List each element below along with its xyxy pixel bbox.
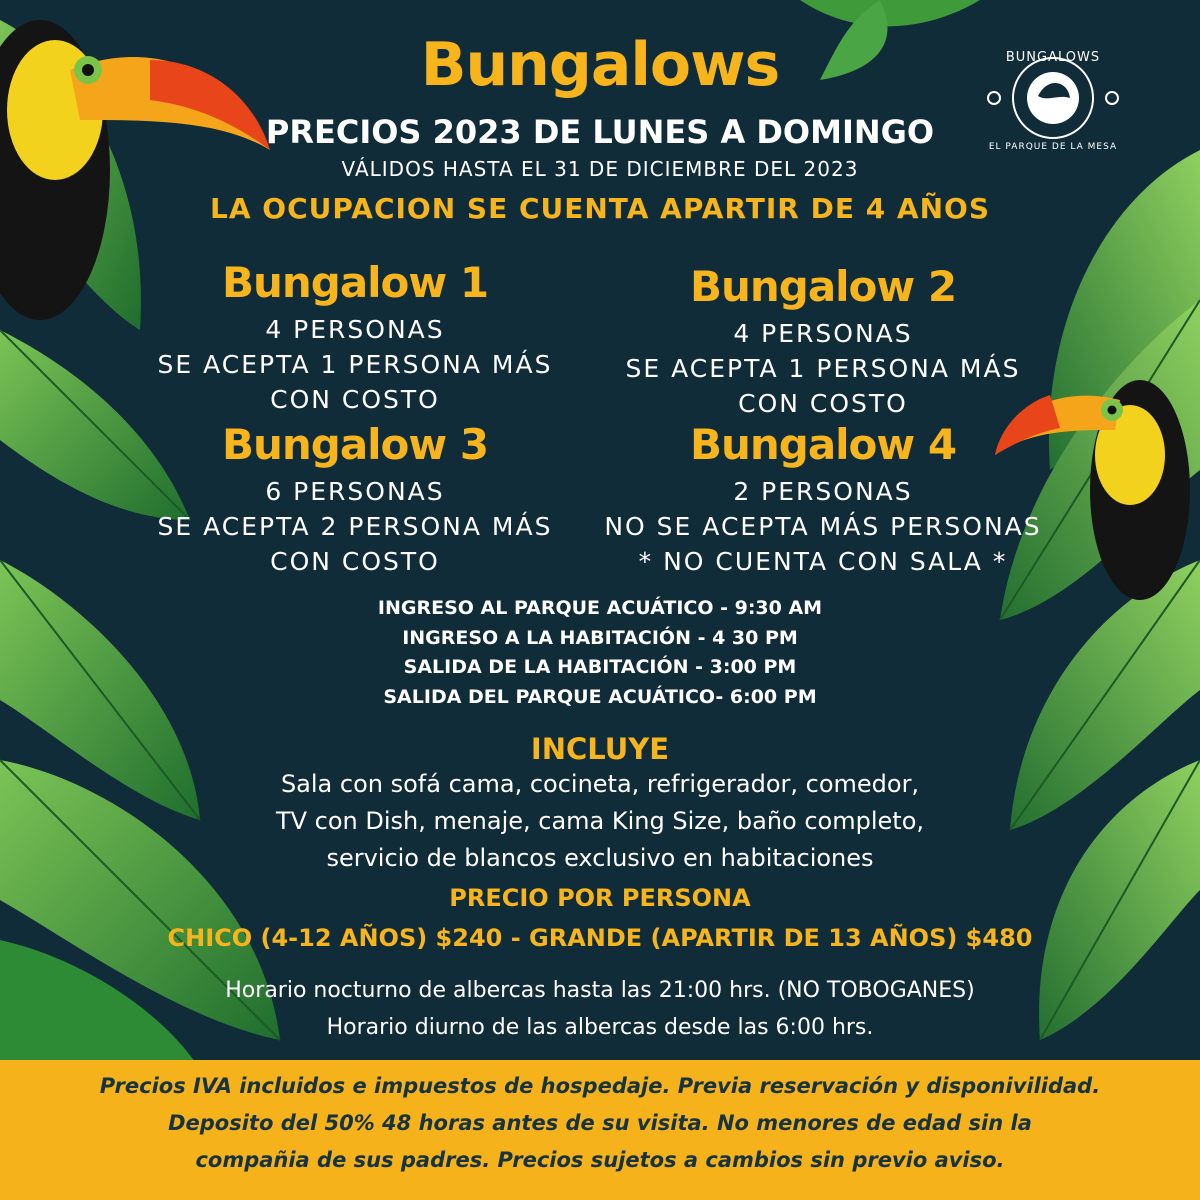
pool-hours (0, 972, 1200, 1046)
bungalow-detail: SE ACEPTA 1 PERSONA MÁS (157, 350, 553, 379)
schedule-item: SALIDA DEL PARQUE ACUÁTICO- 6:00 PM (383, 685, 817, 708)
logo-text-top: BUNGALOWS (1005, 50, 1101, 65)
logo-text-bottom: EL PARQUE DE LA MESA (988, 142, 1118, 152)
footer-line: Precios IVA incluidos e impuestos de hospedaje. Previa reservación y disponivilidad. (99, 1074, 1101, 1098)
includes-line: Sala con sofá cama, cocineta, refrigerador, comedor, (280, 770, 920, 798)
bungalow-detail: CON COSTO (270, 547, 440, 576)
includes-list (0, 766, 1200, 877)
schedule-item: INGRESO A LA HABITACIÓN - 4 30 PM (402, 626, 798, 649)
validity-note: VÁLIDOS HASTA EL 31 DE DICIEMBRE DEL 2023 (341, 157, 859, 181)
schedule-item: SALIDA DE LA HABITACIÓN - 3:00 PM (403, 656, 797, 678)
schedule-list (0, 594, 1200, 712)
subtitle: PRECIOS 2023 DE LUNES A DOMINGO (265, 113, 935, 151)
bungalow-detail: 2 PERSONAS (733, 477, 913, 506)
includes-line: TV con Dish, menaje, cama King Size, baño completo, (275, 807, 925, 835)
bungalow-name: Bungalow 1 (221, 258, 489, 307)
occupancy-note: LA OCUPACION SE CUENTA APARTIR DE 4 AÑOS (210, 192, 990, 225)
bungalow-name: Bungalow 3 (221, 420, 489, 469)
bungalow-card-3 (125, 420, 585, 579)
pricing-heading: PRECIO POR PERSONA (449, 884, 751, 912)
bungalow-name: Bungalow 4 (689, 420, 957, 469)
bungalow-detail: 4 PERSONAS (733, 319, 913, 348)
footer-text (0, 1068, 1200, 1179)
pool-hours-line: Horario nocturno de albercas hasta las 21:00 hrs. (NO TOBOGANES) (225, 978, 975, 1003)
bungalow-detail: SE ACEPTA 1 PERSONA MÁS (625, 354, 1021, 383)
bungalow-card-4 (593, 420, 1053, 579)
bungalow-detail: NO SE ACEPTA MÁS PERSONAS (604, 512, 1042, 541)
pricing-line: CHICO (4-12 AÑOS) $240 - GRANDE (APARTIR DE 13 AÑOS) $480 (167, 924, 1033, 952)
bungalow-detail: * NO CUENTA CON SALA * (638, 547, 1008, 576)
page-title: Bungalows (420, 30, 780, 100)
bungalow-detail: CON COSTO (738, 389, 908, 418)
bungalow-detail: 4 PERSONAS (265, 315, 445, 344)
bungalow-name: Bungalow 2 (689, 262, 957, 311)
bungalow-detail: 6 PERSONAS (265, 477, 445, 506)
includes-heading: INCLUYE (530, 732, 670, 766)
bungalow-detail: CON COSTO (270, 385, 440, 414)
footer-line: compañia de sus padres. Precios sujetos a cambios sin previo aviso. (195, 1148, 1005, 1172)
pool-hours-line: Horario diurno de las albercas desde las 6:00 hrs. (326, 1015, 874, 1040)
bungalow-detail: SE ACEPTA 2 PERSONA MÁS (157, 512, 553, 541)
includes-line: servicio de blancos exclusivo en habitaciones (326, 844, 874, 872)
bungalow-card-2 (593, 262, 1053, 421)
footer-line: Deposito del 50% 48 horas antes de su visita. No menores de edad sin la (168, 1111, 1032, 1135)
schedule-item: INGRESO AL PARQUE ACUÁTICO - 9:30 AM (377, 597, 823, 619)
bungalow-card-1 (125, 258, 585, 417)
